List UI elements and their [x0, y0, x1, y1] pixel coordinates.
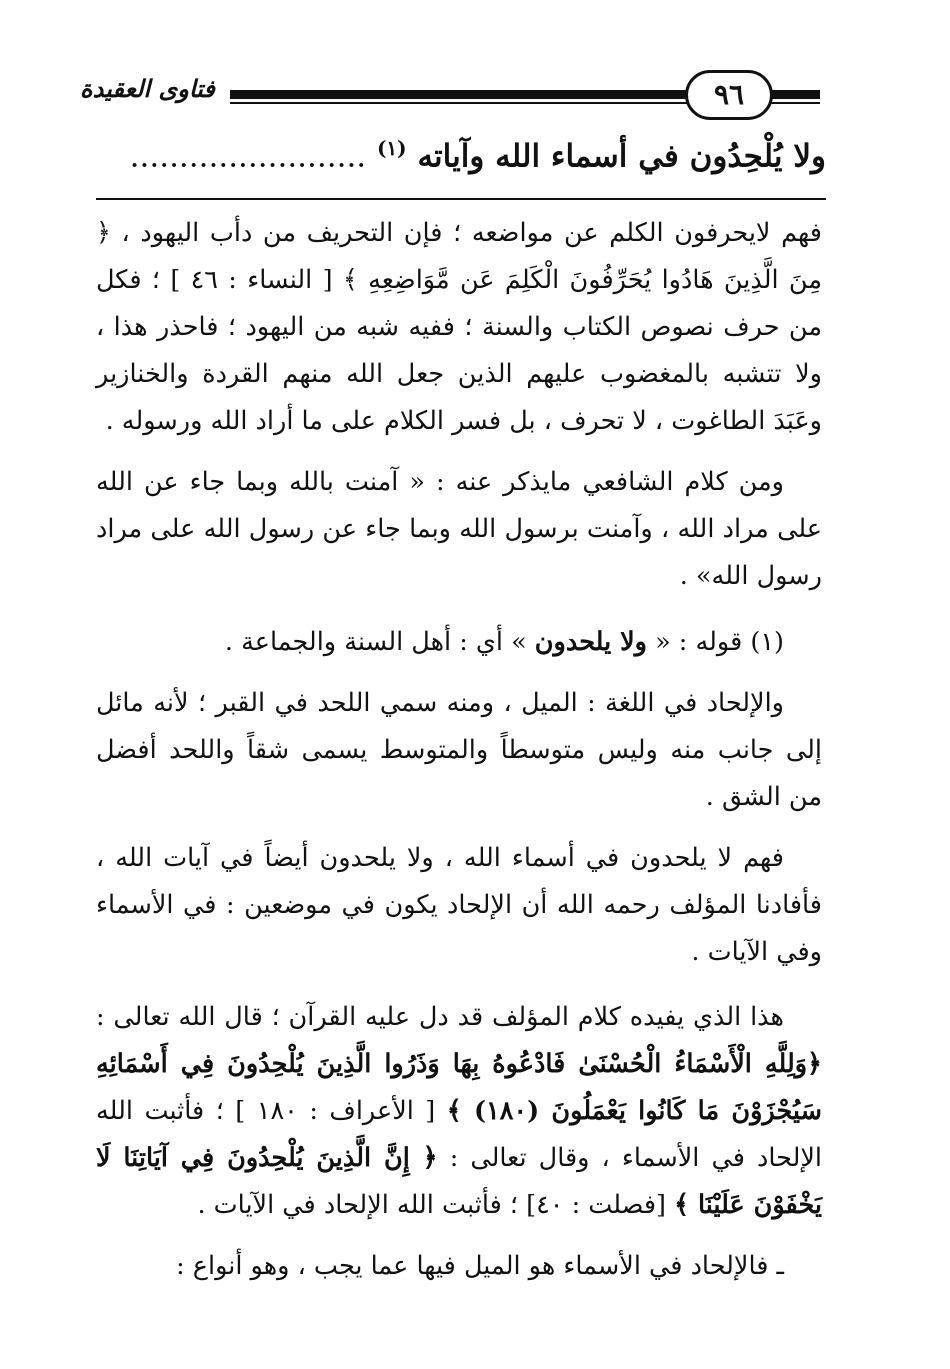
footnote-term: ولا يلحدون	[534, 627, 647, 657]
verse-araf-180: ﴿وَلِلَّهِ الْأَسْمَاءُ الْحُسْنَىٰ فَادْعُوهُ بِهَا وَذَرُوا الَّذِينَ يُلْحِدُونَ فِي أَسْمَائِهِ سَيُجْزَوْنَ مَا كَانُوا يَعْمَلُونَ (١٨٠) ﴾	[96, 1049, 822, 1126]
heading-dots: ........................	[129, 138, 367, 175]
footnote-p3-text-2: [ الأعراف : ١٨٠ ] ؛ فأثبت الله الإلحاد في الأسماء ، وقال تعالى :	[96, 1096, 822, 1173]
paragraph-1: فهم لايحرفون الكلم عن مواضعه ؛ فإن التحريف من دأب اليهود ، ﴿ مِنَ الَّذِينَ هَادُوا يُحَرِّفُونَ الْكَلِمَ عَن مَّوَاضِعِهِ ﴾ [ النساء : ٤٦ ] ؛ فكل من حرف نصوص الكتاب والسنة ؛ ففيه شبه من اليهود ؛ فاحذر هذا ، ولا تتشبه بالمغضوب عليهم الذين جعل الله منهم القردة والخنازير وعَبَدَ الطاغوت ، لا تحرف ، بل فسر الكلام على ما أراد الله ورسوله .	[96, 218, 822, 436]
footnote-paragraph-3	[96, 994, 822, 1229]
verse-fussilat-40: ﴿ إِنَّ الَّذِينَ يُلْحِدُونَ فِي آيَاتِنَا لَا يَخْفَوْنَ عَلَيْنَا ﴾	[96, 1143, 822, 1220]
footnote-p3-text-3: [فصلت : ٤٠] ؛ فأثبت الله الإلحاد في الآيات .	[197, 1190, 667, 1220]
footnote-paragraph-1: والإلحاد في اللغة : الميل ، ومنه سمي اللحد في القبر ؛ لأنه مائل إلى جانب منه وليس متوسطاً والمتوسط يسمى شقاً واللحد أفضل من الشق .	[96, 688, 822, 812]
page-number: ٩٦	[685, 70, 773, 120]
book-title: فتاوى العقيدة	[80, 74, 215, 103]
footnote-marker: (١)	[376, 136, 407, 160]
footnote-separator	[96, 604, 822, 605]
footnote-intro	[96, 619, 822, 666]
footnote-intro-start: (١) قوله : «	[655, 627, 784, 657]
page-header	[80, 60, 820, 124]
body-text	[96, 210, 822, 1290]
chapter-heading-text: ولا يُلْحِدُون في أسماء الله وآياته	[417, 138, 826, 175]
chapter-heading	[96, 136, 826, 174]
footnote-intro-end: » أي : أهل السنة والجماعة .	[224, 627, 527, 657]
footnote-p3-text-1: هذا الذي يفيده كلام المؤلف قد دل عليه القرآن ؛ قال الله تعالى :	[96, 1002, 784, 1032]
paragraph-2: ومن كلام الشافعي مايذكر عنه : « آمنت بالله وبما جاء عن الله على مراد الله ، وآمنت برسول الله وبما جاء عن رسول الله على مراد رسول الله» .	[96, 467, 822, 591]
footnote-paragraph-2: فهم لا يلحدون في أسماء الله ، ولا يلحدون أيضاً في آيات الله ، فأفادنا المؤلف رحمه الله أن الإلحاد يكون في موضعين : في الأسماء وفي الآيات .	[96, 843, 822, 967]
footnote-closing: ـ فالإلحاد في الأسماء هو الميل فيها عما يجب ، وهو أنواع :	[176, 1251, 784, 1281]
heading-rule	[96, 198, 826, 200]
